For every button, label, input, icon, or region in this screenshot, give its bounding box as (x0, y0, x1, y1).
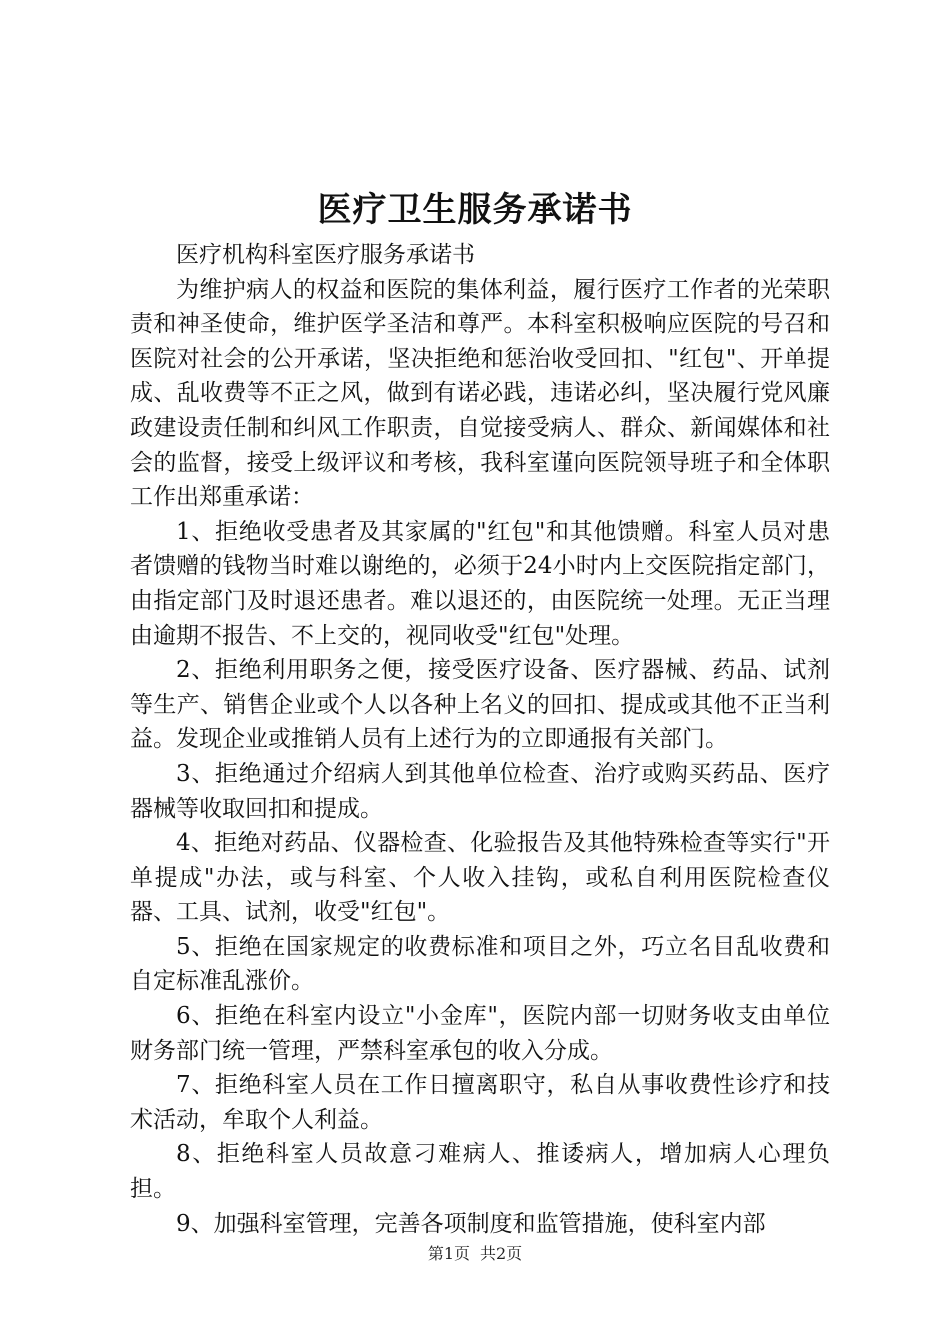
commitment-item-4: 4、拒绝对药品、仪器检查、化验报告及其他特殊检查等实行"开单提成"办法，或与科室、个人收入挂钩，或私自利用医院检查仪器、工具、试剂，收受"红包"。 (130, 830, 830, 926)
page-total: 共2页 (480, 1244, 523, 1263)
commitment-item-3: 3、拒绝通过介绍病人到其他单位检查、治疗或购买药品、医疗器械等收取回扣和提成。 (130, 760, 830, 822)
page-number: 第1页 (427, 1244, 470, 1263)
commitment-item-1: 1、拒绝收受患者及其家属的"红包"和其他馈赠。科室人员对患者馈赠的钱物当时难以谢绝的，必须于24小时内上交医院指定部门，由指定部门及时退还患者。难以退还的，由医院统一处理。无正当理由逾期不报告、不上交的，视同收受"红包"处理。 (130, 518, 830, 649)
page-footer (0, 1244, 950, 1264)
document-body (130, 238, 830, 1241)
intro-paragraph: 为维护病人的权益和医院的集体利益，履行医疗工作者的光荣职责和神圣使命，维护医学圣洁和尊严。本科室积极响应医院的号召和医院对社会的公开承诺，坚决拒绝和惩治收受回扣、"红包"、开单提成、乱收费等不正之风，做到有诺必践，违诺必纠，坚决履行党风廉政建设责任制和纠风工作职责，自觉接受病人、群众、新闻媒体和社会的监督，接受上级评议和考核，我科室谨向医院领导班子和全体职工作出郑重承诺： (130, 276, 830, 511)
commitment-item-8: 8、拒绝科室人员故意刁难病人、推诿病人，增加病人心理负担。 (130, 1141, 830, 1203)
document-subtitle: 医疗机构科室医疗服务承诺书 (176, 242, 475, 268)
commitment-item-9: 9、加强科室管理，完善各项制度和监管措施，使科室内部 (176, 1210, 766, 1237)
commitment-item-7: 7、拒绝科室人员在工作日擅离职守，私自从事收费性诊疗和技术活动，牟取个人利益。 (130, 1072, 830, 1133)
commitment-item-5: 5、拒绝在国家规定的收费标准和项目之外，巧立名目乱收费和自定标准乱涨价。 (130, 933, 830, 995)
commitment-item-2: 2、拒绝利用职务之便，接受医疗设备、医疗器械、药品、试剂等生产、销售企业或个人以各种上名义的回扣、提成或其他不正当利益。发现企业或推销人员有上述行为的立即通报有关部门。 (130, 657, 830, 753)
document-title: 医疗卫生服务承诺书 (317, 190, 633, 230)
commitment-item-6: 6、拒绝在科室内设立"小金库"，医院内部一切财务收支由单位财务部门统一管理，严禁科室承包的收入分成。 (130, 1003, 830, 1064)
